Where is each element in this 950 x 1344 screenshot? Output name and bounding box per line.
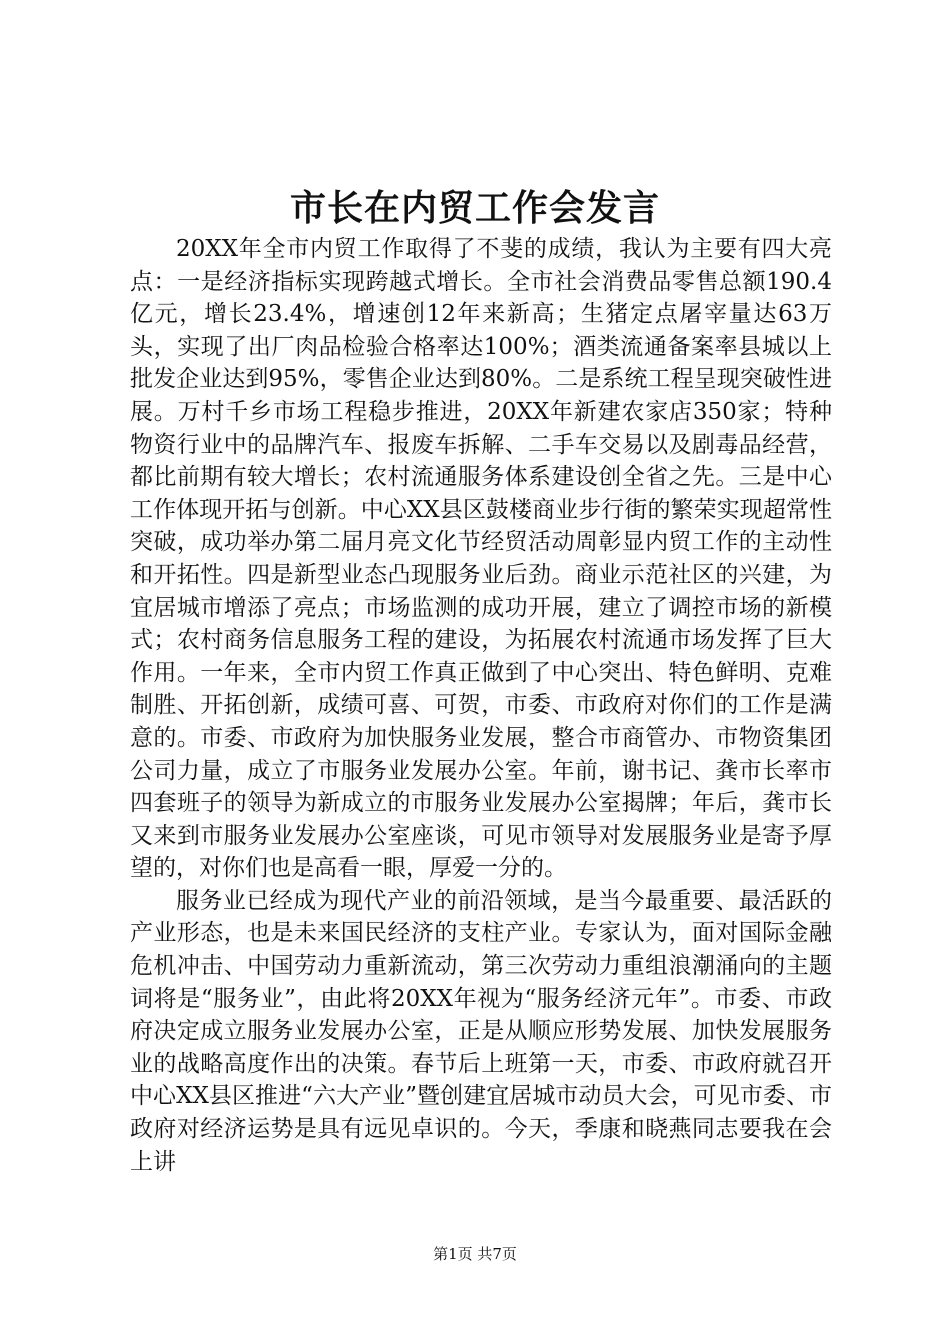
paragraph-2: 服务业已经成为现代产业的前沿领域，是当今最重要、最活跃的产业形态，也是未来国民经济的支柱产业。专家认为，面对国际金融危机冲击、中国劳动力重新流动，第三次劳动力重组浪潮涌向的主题词将是“服务业”，由此将20XX年视为“服务经济元年”。市委、市政府决定成立服务业发展办公室，正是从顺应形势发展、加快发展服务业的战略高度作出的决策。春节后上班第一天，市委、市政府就召开中心XX县区推进“六大产业”暨创建宜居城市动员大会，可见市委、市政府对经济运势是具有远见卓识的。今天，季康和晓燕同志要我在会上讲: [130, 887, 832, 1175]
document-body: [130, 233, 832, 1178]
page-number-footer: 第1页 共7页: [433, 1245, 517, 1263]
document-title: 市长在内贸工作会发言: [289, 187, 660, 229]
paragraph-1: 20XX年全市内贸工作取得了不斐的成绩，我认为主要有四大亮点：一是经济指标实现跨越式增长。全市社会消费品零售总额190.4亿元，增长23.4%，增速创12年来新高；生猪定点屠宰量达63万头，实现了出厂肉品检验合格率达100%；酒类流通备案率县城以上批发企业达到95%，零售企业达到80%。二是系统工程呈现突破性进展。万村千乡市场工程稳步推进，20XX年新建农家店350家；特种物资行业中的品牌汽车、报废车拆解、二手车交易以及剧毒品经营，都比前期有较大增长；农村流通服务体系建设创全省之先。三是中心工作体现开拓与创新。中心XX县区鼓楼商业步行街的繁荣实现超常性突破，成功举办第二届月亮文化节经贸活动周彰显内贸工作的主动性和开拓性。四是新型业态凸现服务业后劲。商业示范社区的兴建，为宜居城市增添了亮点；市场监测的成功开展，建立了调控市场的新模式；农村商务信息服务工程的建设，为拓展农村流通市场发挥了巨大作用。一年来，全市内贸工作真正做到了中心突出、特色鲜明、克难制胜、开拓创新，成绩可喜、可贺，市委、市政府对你们的工作是满意的。市委、市政府为加快服务业发展，整合市商管办、市物资集团公司力量，成立了市服务业发展办公室。年前，谢书记、龚市长率市四套班子的领导为新成立的市服务业发展办公室揭牌；年后，龚市长又来到市服务业发展办公室座谈，可见市领导对发展服务业是寄予厚望的，对你们也是高看一眼，厚爱一分的。: [130, 236, 832, 882]
